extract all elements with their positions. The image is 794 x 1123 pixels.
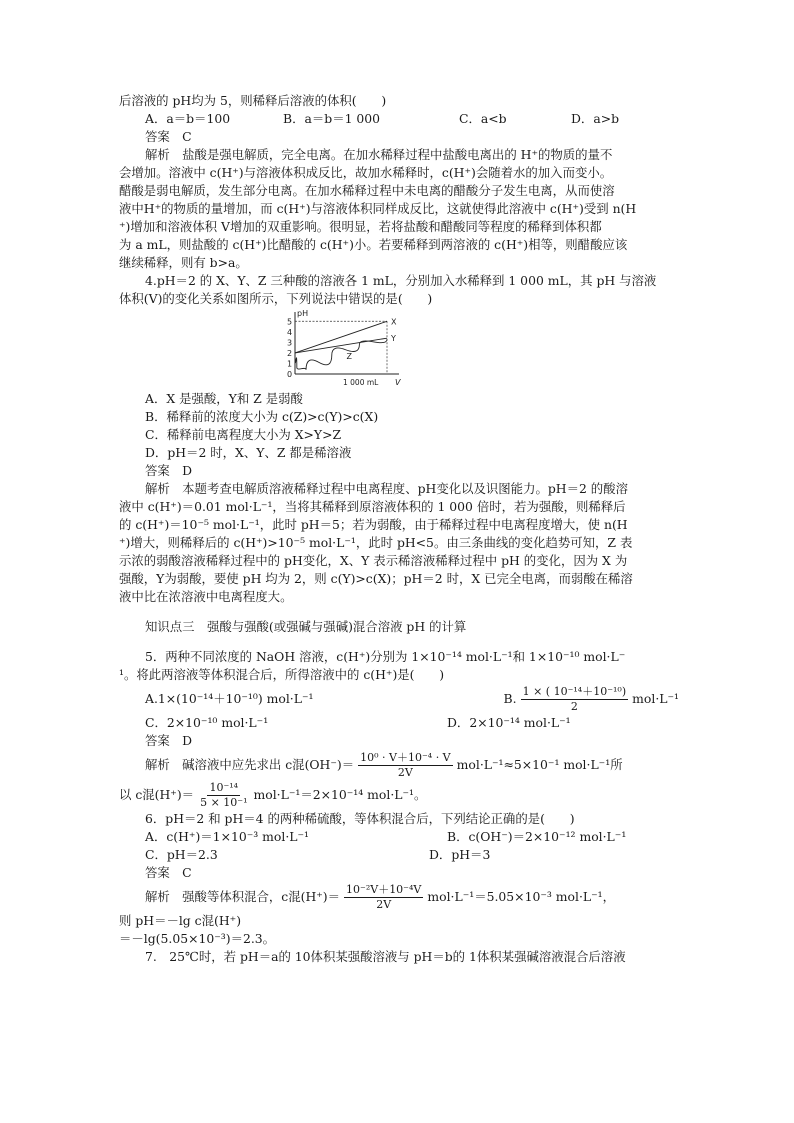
y-tick-label: 1 [287, 359, 293, 369]
q6-option-d: D．pH＝3 [429, 847, 491, 862]
q6-analysis-suffix: mol·L⁻¹＝5.05×10⁻³ mol·L⁻¹， [427, 889, 616, 904]
q3-analysis-3: 醋酸是弱电解质，发生部分电离。在加水稀释过程中未电离的醋酸分子发生电离，从而使溶 [119, 183, 615, 198]
series-y-label: Y [391, 334, 396, 344]
q3-options [119, 110, 679, 128]
q6-analysis-prefix: 解析 强酸等体积混合，c混(H⁺)＝ [145, 889, 341, 904]
q5-option-c: C．2×10⁻¹⁰ mol·L⁻¹ [145, 715, 269, 730]
ph-chart-svg [275, 310, 415, 386]
fraction-denominator: 2V [397, 765, 413, 779]
q5-option-b-unit: mol·L⁻¹ [632, 691, 679, 706]
q4-analysis-1: 解析 本题考查电解质溶液稀释过程中电离程度、pH变化以及识图能力。pH＝2 的酸溶 [145, 481, 628, 496]
q5-stem-2: ¹。将此两溶液等体积混合后，所得溶液中的 c(H⁺)是( ) [119, 667, 445, 682]
q6-options-cd [119, 846, 679, 864]
q3-analysis-7: 继续稀释，则有 b>a。 [119, 255, 248, 270]
fraction-denominator: 2V [376, 897, 392, 911]
ph-volume-chart [275, 310, 679, 386]
q5-options-cd [119, 714, 679, 732]
q3-option-b: B．a＝b＝1 000 [283, 111, 381, 126]
y-tick-label: 5 [287, 317, 293, 327]
q3-option-a: A．a＝b＝100 [145, 111, 231, 126]
q5-analysis-1 [119, 750, 679, 780]
q5-options-ab [119, 684, 679, 714]
q4-option-a: A．X 是强酸，Y和 Z 是弱酸 [145, 391, 303, 406]
q4-analysis-2: 液中 c(H⁺)＝0.01 mol·L⁻¹，当将其稀释到原溶液体积的 1 000 倍时，若为强酸，则稀释后 [119, 499, 626, 514]
fraction-denominator: 5 × 10⁻¹ [200, 795, 248, 809]
q3-tail: 后溶液的 pH均为 5，则稀释后溶液的体积( ) [119, 93, 387, 108]
series-z-line [295, 339, 387, 370]
x-axis-label: V [395, 378, 401, 386]
q4-stem-1: 4.pH＝2 的 X、Y、Z 三种酸的溶液各 1 mL，分别加入水稀释到 1 000 mL，其 pH 与溶液 [145, 273, 657, 288]
y-tick-label: 3 [287, 338, 293, 348]
q4-analysis-5: 示浓的弱酸溶液稀释过程中的 pH变化，X、Y 表示稀溶液稀释过程中 pH 的变化，因为 X 为 [119, 553, 628, 568]
y-tick-label: 4 [287, 327, 293, 337]
q5-analysis-2-fraction [198, 781, 249, 810]
q5-analysis-fraction [358, 751, 453, 780]
q6-analysis-1 [119, 882, 679, 912]
q4-analysis-3: 的 c(H⁺)＝10⁻⁵ mol·L⁻¹，此时 pH＝5；若为弱酸，由于稀释过程中电离程度增大，使 n(H [119, 517, 628, 532]
q3-answer: 答案 C [145, 129, 192, 144]
q6-stem: 6．pH＝2 和 pH＝4 的两种稀硫酸，等体积混合后，下列结论正确的是( ) [145, 811, 575, 826]
q5-option-b-prefix: B. [503, 691, 517, 706]
q4-analysis-6: 强酸，Y为弱酸，要使 pH 均为 2，则 c(Y)>c(X)；pH＝2 时，X 已完全电离，而弱酸在稀溶 [119, 571, 633, 586]
q4-answer: 答案 D [145, 463, 193, 478]
q7-stem: 7. 25℃时，若 pH＝a的 10体积某强酸溶液与 pH＝b的 1体积某强碱溶液混合后溶液 [145, 949, 626, 964]
q6-option-b: B．c(OH⁻)＝2×10⁻¹² mol·L⁻¹ [447, 829, 627, 844]
q4-option-b: B．稀释前的浓度大小为 c(Z)>c(Y)>c(X) [145, 409, 379, 424]
y-axis-label: pH [297, 310, 309, 318]
q4-stem-2: 体积(V)的变化关系如图所示，下列说法中错误的是( ) [119, 291, 433, 306]
series-z-label: Z [346, 352, 353, 362]
q5-option-d: D．2×10⁻¹⁴ mol·L⁻¹ [447, 715, 571, 730]
q4-analysis-4: ⁺)增大，则稀释后的 c(H⁺)>10⁻⁵ mol·L⁻¹，此时 pH<5。由三条曲线的变化趋势可知，Z 表 [119, 535, 633, 550]
q3-analysis-4: 液中H⁺的物质的量增加，而 c(H⁺)与溶液体积同样成反比，这就使得此溶液中 c(H⁺)受到 n(H [119, 201, 637, 216]
q5-answer: 答案 D [145, 733, 193, 748]
q4-option-c: C．稀释前电离程度大小为 X>Y>Z [145, 427, 342, 442]
y-tick-label: 0 [287, 370, 293, 379]
fraction-numerator: 10⁰ · V＋10⁻⁴ · V [360, 750, 451, 764]
q3-option-c: C．a<b [459, 111, 507, 126]
q6-analysis-3: ＝－lg(5.05×10⁻³)＝2.3。 [119, 931, 276, 946]
q5-analysis-2-suffix: mol·L⁻¹＝2×10⁻¹⁴ mol·L⁻¹。 [253, 787, 427, 802]
q4-analysis-7: 液中比在浓溶液中电离程度大。 [119, 589, 293, 604]
q6-analysis-2: 则 pH＝－lg c混(H⁺) [119, 913, 242, 928]
fraction-numerator: 10⁻¹⁴ [209, 780, 239, 794]
q5-analysis-2-prefix: 以 c混(H⁺)＝ [119, 787, 195, 802]
q3-analysis-6: 为 a mL，则盐酸的 c(H⁺)比醋酸的 c(H⁺)小。若要稀释到两溶液的 c(H⁺)相等，则醋酸应该 [119, 237, 628, 252]
document-page [119, 92, 679, 966]
q5-analysis-prefix: 解析 碱溶液中应先求出 c混(OH⁻)＝ [145, 757, 355, 772]
q3-analysis-2: 会增加。溶液中 c(H⁺)与溶液体积成反比，故加水稀释时，c(H⁺)会随着水的加入而变小。 [119, 165, 613, 180]
q5-option-b [504, 685, 679, 714]
q5-analysis-2 [119, 780, 679, 810]
fraction-numerator: 10⁻²V＋10⁻⁴V [346, 882, 422, 896]
q6-analysis-fraction [344, 883, 423, 912]
q3-option-d: D．a>b [571, 111, 620, 126]
q5-option-a: A.1×(10⁻¹⁴＋10⁻¹⁰) mol·L⁻¹ [145, 691, 314, 706]
q6-options-ab [119, 828, 679, 846]
x-tick-label: 1 000 mL [343, 378, 379, 386]
fraction-numerator: 1 × ( 10⁻¹⁴＋10⁻¹⁰) [522, 684, 627, 698]
section-title: 知识点三 强酸与强酸(或强碱与强碱)混合溶液 pH 的计算 [145, 619, 467, 634]
q5-option-b-fraction [521, 685, 629, 714]
series-x-label: X [391, 317, 397, 327]
q6-option-c: C．pH＝2.3 [145, 847, 218, 862]
q3-analysis-1: 解析 盐酸是强电解质，完全电离。在加水稀释过程中盐酸电离出的 H⁺的物质的量不 [145, 147, 613, 162]
q6-option-a: A．c(H⁺)＝1×10⁻³ mol·L⁻¹ [145, 829, 310, 844]
y-tick-label: 2 [287, 348, 293, 358]
q4-option-d: D．pH＝2 时，X、Y、Z 都是稀溶液 [145, 445, 352, 460]
q6-answer: 答案 C [145, 865, 192, 880]
q3-analysis-5: ⁺)增加和溶液体积 V增加的双重影响。很明显，若将盐酸和醋酸同等程度的稀释到体积都 [119, 219, 602, 234]
fraction-denominator: 2 [570, 699, 578, 713]
q5-analysis-suffix: mol·L⁻¹≈5×10⁻¹ mol·L⁻¹所 [456, 757, 623, 772]
series-y-line [295, 338, 387, 353]
q5-stem-1: 5．两种不同浓度的 NaOH 溶液，c(H⁺)分别为 1×10⁻¹⁴ mol·L⁻¹和 1×10⁻¹⁰ mol·L⁻ [145, 649, 626, 664]
